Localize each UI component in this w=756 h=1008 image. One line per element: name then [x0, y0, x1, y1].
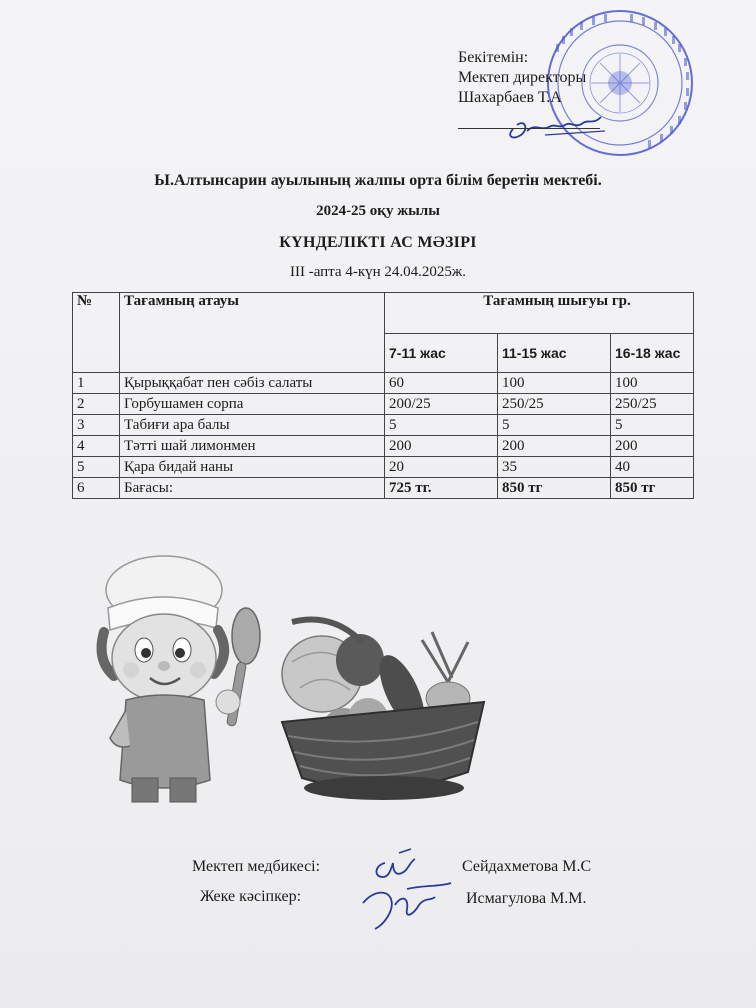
- table-row: [73, 436, 694, 457]
- amount-16-18: 5: [611, 415, 694, 436]
- amount-16-18: 200: [611, 436, 694, 457]
- signature-line: [458, 128, 600, 129]
- dish-name: Бағасы:: [120, 478, 385, 499]
- amount-11-15: 200: [498, 436, 611, 457]
- table-row: [73, 457, 694, 478]
- table-row: [73, 415, 694, 436]
- entrepreneur-name: Исмагулова М.М.: [466, 890, 587, 907]
- page-title: КҮНДЕЛІКТІ АС МӘЗІРІ: [279, 234, 477, 251]
- amount-7-11: 20: [385, 457, 498, 478]
- menu-table: [72, 292, 694, 499]
- age-group-header: 11-15 жас: [498, 334, 611, 373]
- table-row: [73, 373, 694, 394]
- dish-name: Тәтті шай лимонмен: [120, 436, 385, 457]
- approval-block: [458, 48, 586, 108]
- row-number: 3: [73, 415, 120, 436]
- entrepreneur-role: Жеке кәсіпкер:: [200, 888, 302, 905]
- amount-7-11: 200/25: [385, 394, 498, 415]
- approval-label: Бекітемін:: [458, 49, 529, 66]
- price-16-18: 850 тг: [611, 478, 694, 499]
- row-number: 2: [73, 394, 120, 415]
- amount-11-15: 35: [498, 457, 611, 478]
- table-row-price: [73, 478, 694, 499]
- age-group-header: 16-18 жас: [611, 334, 694, 373]
- price-7-11: 725 тг.: [385, 478, 498, 499]
- amount-11-15: 100: [498, 373, 611, 394]
- col-group-header: Тағамның шығуы гр.: [385, 293, 694, 334]
- row-number: 6: [73, 478, 120, 499]
- price-11-15: 850 тг: [498, 478, 611, 499]
- col-number-header: №: [73, 293, 120, 373]
- nurse-role: Мектеп медбикесі:: [192, 858, 321, 875]
- col-name-header: Тағамның атауы: [120, 293, 385, 373]
- amount-16-18: 250/25: [611, 394, 694, 415]
- row-number: 4: [73, 436, 120, 457]
- dish-name: Горбушамен сорпа: [120, 394, 385, 415]
- amount-11-15: 5: [498, 415, 611, 436]
- amount-7-11: 60: [385, 373, 498, 394]
- dish-name: Қырыққабат пен сәбіз салаты: [120, 373, 385, 394]
- table-row: [73, 394, 694, 415]
- vegetable-basket-illustration: [272, 612, 494, 808]
- amount-11-15: 250/25: [498, 394, 611, 415]
- nurse-name: Сейдахметова М.С: [462, 858, 592, 875]
- amount-16-18: 100: [611, 373, 694, 394]
- school-name: Ы.Алтынсарин ауылының жалпы орта білім беретін мектебі.: [154, 172, 602, 189]
- signatures-ink: [355, 845, 455, 935]
- director-title: Мектеп директоры: [458, 69, 587, 86]
- dish-name: Қара бидай наны: [120, 457, 385, 478]
- row-number: 1: [73, 373, 120, 394]
- chef-boy-illustration: [86, 550, 276, 810]
- age-group-header: 7-11 жас: [385, 334, 498, 373]
- school-year: 2024-25 оқу жылы: [316, 203, 440, 219]
- dish-name: Табиғи ара балы: [120, 415, 385, 436]
- amount-7-11: 5: [385, 415, 498, 436]
- director-name: Шахарбаев Т.А: [458, 89, 562, 106]
- amount-7-11: 200: [385, 436, 498, 457]
- date-line: III -апта 4-күн 24.04.2025ж.: [289, 264, 467, 280]
- amount-16-18: 40: [611, 457, 694, 478]
- row-number: 5: [73, 457, 120, 478]
